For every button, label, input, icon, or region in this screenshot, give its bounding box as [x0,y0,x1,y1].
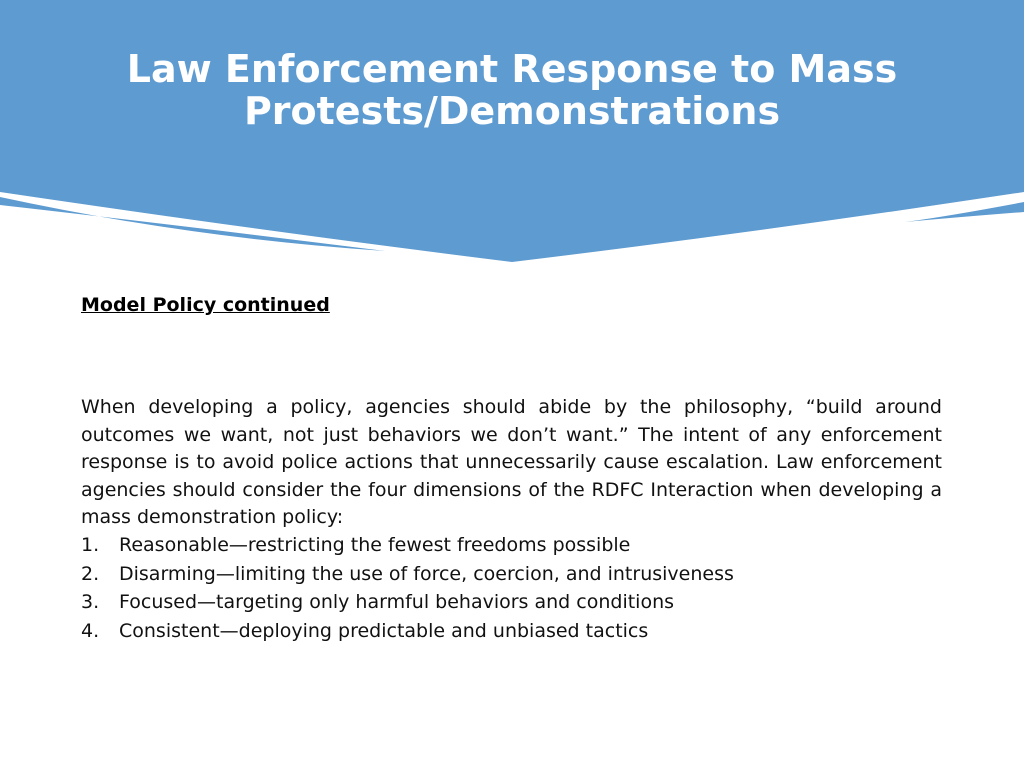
list-item-number: 2. [81,562,100,585]
list-item-text: Consistent—deploying predictable and unbiased tactics [119,619,649,642]
list-item [81,560,942,589]
list-item-number: 3. [81,591,100,613]
slide-title: Law Enforcement Response to Mass Protests/Demonstrations [126,47,898,133]
list-item [81,531,942,560]
list-item [81,588,942,617]
list-item-text: Disarming—limiting the use of force, coercion, and intrusiveness [119,562,734,585]
list-item-text: Focused—targeting only harmful behaviors and conditions [119,591,675,613]
dimensions-list [81,531,942,645]
list-item [81,617,942,646]
list-item-number: 1. [81,534,100,556]
header-banner [0,0,1024,270]
list-item-number: 4. [81,619,100,642]
list-item-text: Reasonable—restricting the fewest freedoms possible [119,534,631,556]
section-subheading: Model Policy continued [81,294,330,316]
body-paragraph: When developing a policy, agencies should abide by the philosophy, “build around outcomes we want, not just behaviors we don’t want.” The intent of any enforcement response is to avoid police actions that unnecessarily cause escalation. Law enforcement agencies should consider the four dimensions of the RDFC Interaction when developing a mass demonstration policy: [81,396,942,528]
